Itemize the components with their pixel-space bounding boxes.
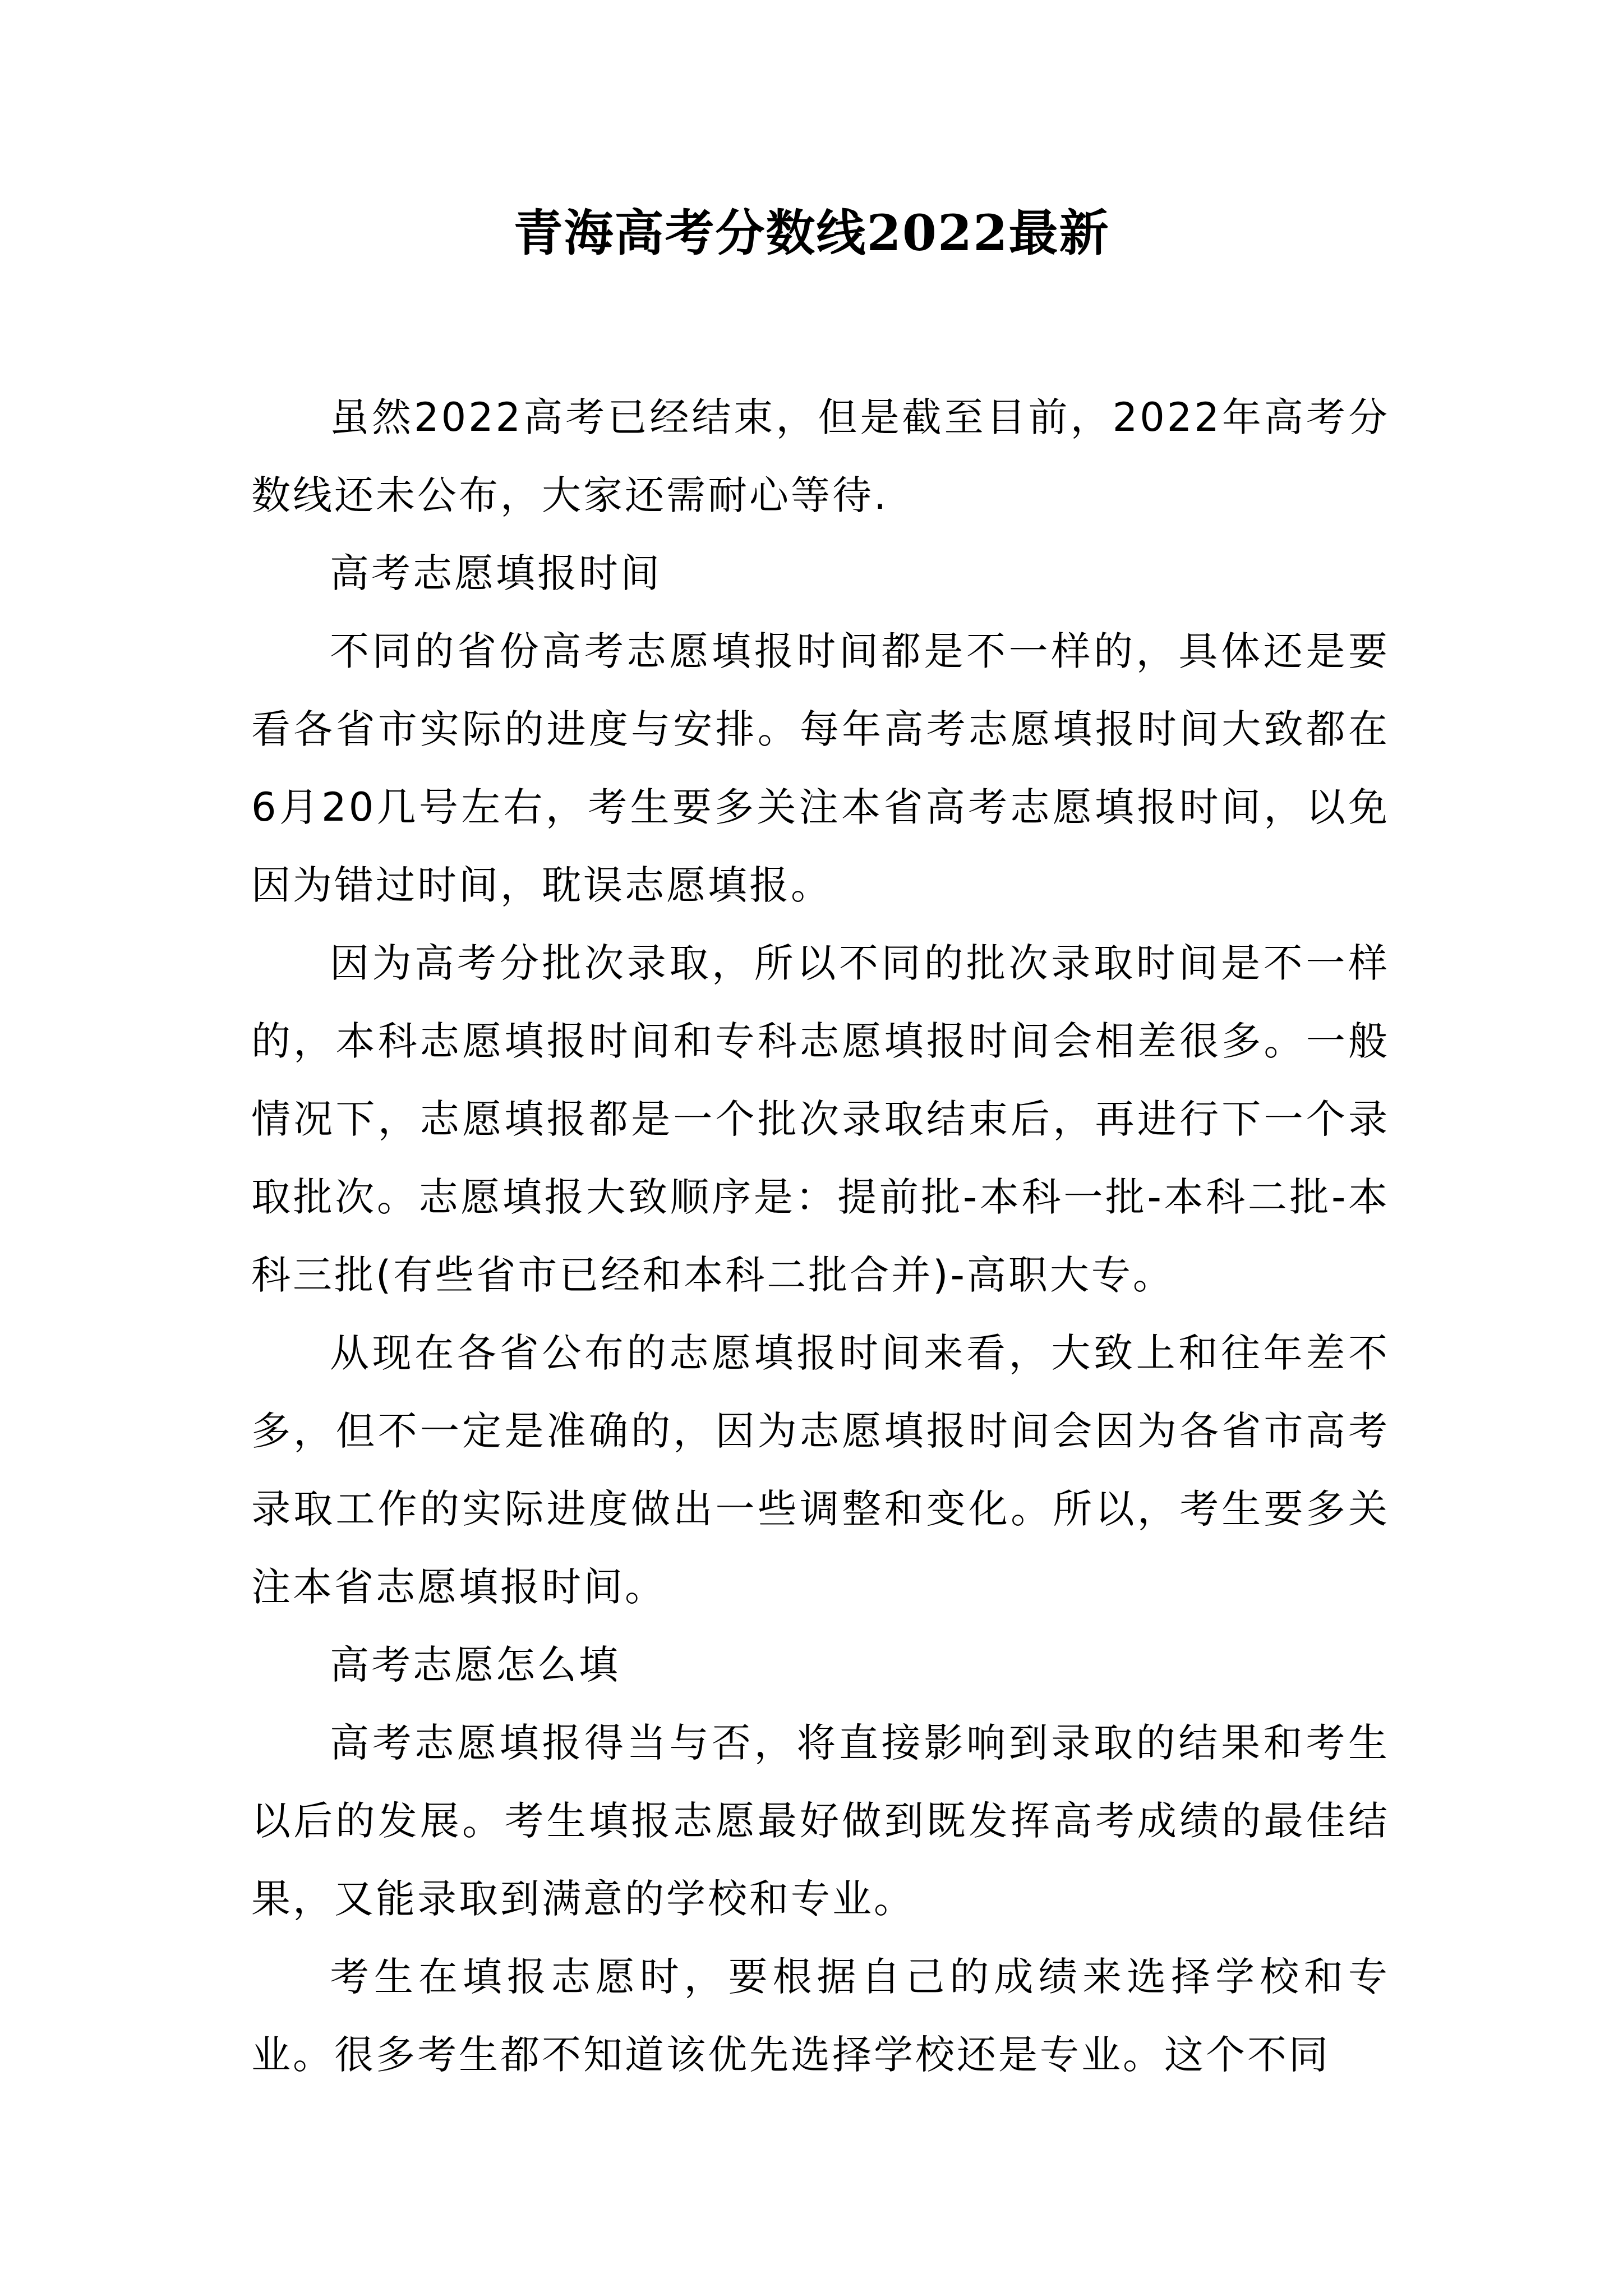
paragraph: 不同的省份高考志愿填报时间都是不一样的，具体还是要看各省市实际的进度与安排。每年高考志愿填报时间大致都在6月20几号左右，考生要多关注本省高考志愿填报时间，以免因为错过时间，耽误志愿填报。 [251,628,1390,908]
paragraph: 从现在各省公布的志愿填报时间来看，大致上和往年差不多，但不一定是准确的，因为志愿填报时间会因为各省市高考录取工作的实际进度做出一些调整和变化。所以，考生要多关注本省志愿填报时间。 [251,1330,1390,1610]
paragraph-intro: 虽然2022高考已经结束，但是截至目前，2022年高考分数线还未公布，大家还需耐心等待. [251,394,1390,518]
section-heading-time: 高考志愿填报时间 [330,550,662,596]
paragraph: 考生在填报志愿时，要根据自己的成绩来选择学校和专业。很多考生都不知道该优先选择学校还是专业。这个不同 [251,1954,1390,2078]
section-heading-how: 高考志愿怎么填 [330,1642,620,1688]
paragraph: 高考志愿填报得当与否，将直接影响到录取的结果和考生以后的发展。考生填报志愿最好做到既发挥高考成绩的最佳结果，又能录取到满意的学校和专业。 [251,1720,1390,1922]
paragraph: 因为高考分批次录取，所以不同的批次录取时间是不一样的，本科志愿填报时间和专科志愿填报时间会相差很多。一般情况下，志愿填报都是一个批次录取结束后，再进行下一个录取批次。志愿填报大致顺序是：提前批-本科一批-本科二批-本科三批(有些省市已经和本科二批合并)-高职大专。 [251,940,1390,1298]
document-body [251,379,1390,2094]
document-title: 青海高考分数线2022最新 [513,204,1110,262]
